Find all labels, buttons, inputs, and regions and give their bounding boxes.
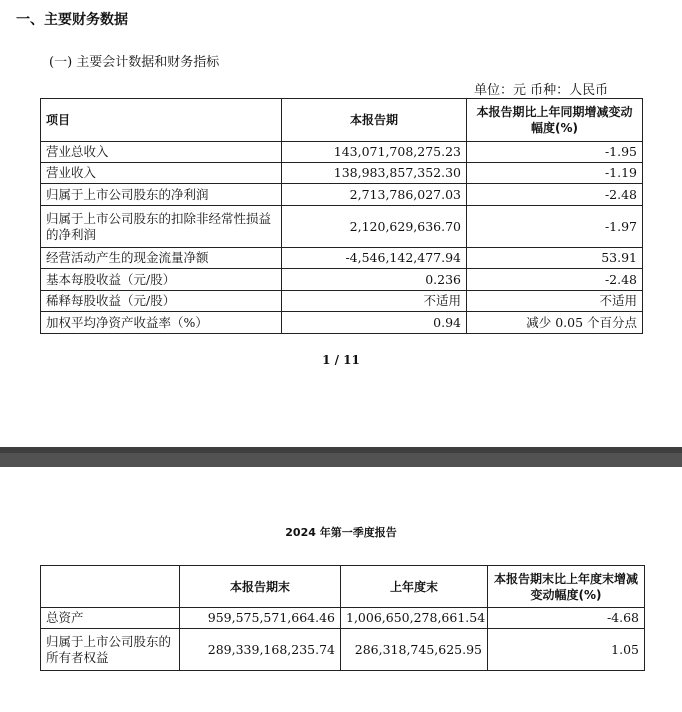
header-prior-year-end: 上年度末 (341, 566, 488, 608)
row-item: 基本每股收益（元/股） (41, 269, 282, 291)
row-item: 加权平均净资产收益率（%） (41, 312, 282, 334)
row-change: -2.48 (467, 184, 643, 206)
row-prior-year-end: 286,318,745,625.95 (341, 629, 488, 671)
section-title: 一、主要财务数据 (16, 12, 128, 28)
document-page-2 (0, 467, 682, 712)
row-current-end: 959,575,571,664.46 (180, 608, 341, 629)
row-item: 归属于上市公司股东的净利润 (41, 184, 282, 206)
table-row (41, 248, 643, 269)
row-item: 归属于上市公司股东的所有者权益 (41, 629, 180, 671)
row-change: -1.95 (467, 142, 643, 163)
table-row (41, 184, 643, 206)
header-change: 本报告期末比上年度末增减变动幅度(%) (488, 566, 645, 608)
row-change: -4.68 (488, 608, 645, 629)
row-item: 稀释每股收益（元/股） (41, 291, 282, 312)
row-current: -4,546,142,477.94 (282, 248, 467, 269)
row-current: 不适用 (282, 291, 467, 312)
balance-sheet-table (40, 565, 645, 671)
row-current: 0.236 (282, 269, 467, 291)
header-yoy-change: 本报告期比上年同期增减变动幅度(%) (467, 99, 643, 142)
table-row (41, 269, 643, 291)
table-row (41, 163, 643, 184)
table-row (41, 206, 643, 248)
row-change: -1.19 (467, 163, 643, 184)
row-change: 减少 0.05 个百分点 (467, 312, 643, 334)
row-change: 53.91 (467, 248, 643, 269)
row-prior-year-end: 1,006,650,278,661.54 (341, 608, 488, 629)
row-current: 0.94 (282, 312, 467, 334)
header-item: 项目 (41, 99, 282, 142)
row-item: 营业总收入 (41, 142, 282, 163)
financial-indicators-table (40, 98, 643, 334)
row-item: 营业收入 (41, 163, 282, 184)
table-row (41, 608, 645, 629)
row-current: 2,120,629,636.70 (282, 206, 467, 248)
subsection-title: (一) 主要会计数据和财务指标 (49, 55, 220, 70)
table-header-row (41, 99, 643, 142)
row-item: 总资产 (41, 608, 180, 629)
row-current: 143,071,708,275.23 (282, 142, 467, 163)
header-current-period-end: 本报告期末 (180, 566, 341, 608)
header-item (41, 566, 180, 608)
header-current-period: 本报告期 (282, 99, 467, 142)
row-change: -1.97 (467, 206, 643, 248)
report-title: 2024 年第一季度报告 (285, 526, 397, 539)
unit-note: 单位：元 币种：人民币 (474, 83, 609, 98)
page-separator-shade (0, 453, 682, 467)
page-separator (0, 447, 682, 467)
row-change: 不适用 (467, 291, 643, 312)
table-row (41, 312, 643, 334)
row-item: 经营活动产生的现金流量净额 (41, 248, 282, 269)
page-number: 1 / 11 (322, 353, 360, 367)
row-current: 2,713,786,027.03 (282, 184, 467, 206)
row-item: 归属于上市公司股东的扣除非经常性损益的净利润 (41, 206, 282, 248)
table-row (41, 629, 645, 671)
row-change: 1.05 (488, 629, 645, 671)
row-change: -2.48 (467, 269, 643, 291)
table-header-row (41, 566, 645, 608)
row-current-end: 289,339,168,235.74 (180, 629, 341, 671)
table-row (41, 142, 643, 163)
table-row (41, 291, 643, 312)
row-current: 138,983,857,352.30 (282, 163, 467, 184)
